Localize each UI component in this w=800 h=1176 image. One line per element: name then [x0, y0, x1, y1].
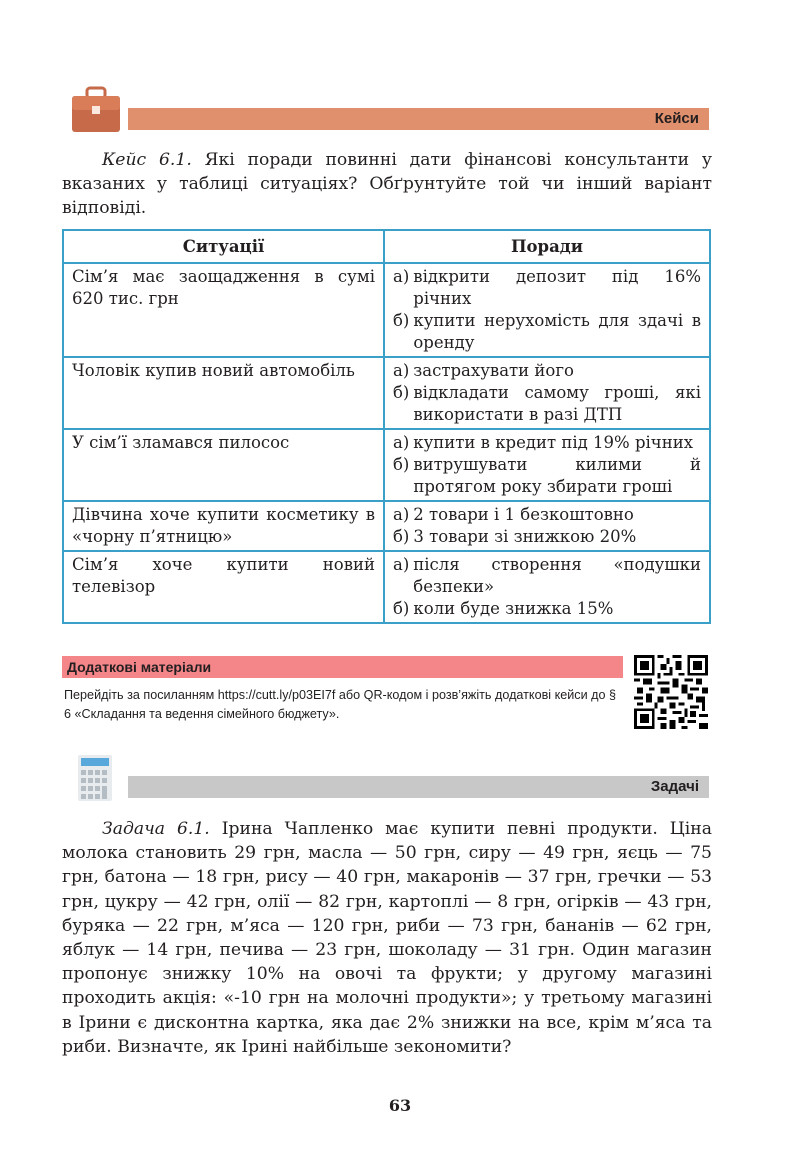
- cases-section-bar: [128, 108, 709, 130]
- advice-cell: [384, 357, 710, 429]
- advice-item: б) коли буде знижка 15%: [393, 599, 614, 618]
- cases-table: [62, 229, 711, 624]
- extra-materials-text: Перейдіть за посиланням https://cutt.ly/p03EI7f або QR-кодом і розв’яжіть додаткові кейси до § 6 «Складання та ведення сімейного бюджету».: [64, 688, 616, 721]
- advice-item: б) витрушувати килими й протягом року збирати гроші: [393, 455, 701, 496]
- table-row: [63, 429, 710, 501]
- situation-cell: У сім’ї зламався пилосос: [63, 429, 384, 501]
- advice-item: а) відкрити депозит під 16% річних: [393, 267, 701, 308]
- advice-cell: [384, 263, 710, 357]
- cases-section-label: Кейси: [654, 110, 699, 127]
- advice-item: б) купити нерухомість для здачі в оренду: [393, 311, 701, 352]
- situation-cell: Сім’я має заощадження в сумі 620 тис. грн: [63, 263, 384, 357]
- advice-cell: [384, 501, 710, 551]
- advice-item: а) після створення «подушки безпеки»: [393, 555, 701, 596]
- page-number: 63: [388, 1096, 412, 1115]
- tasks-section-label: Задачі: [650, 778, 699, 795]
- tasks-section-bar: [128, 776, 709, 798]
- briefcase-icon: [70, 86, 122, 138]
- extra-materials-title: Додаткові матеріали: [62, 656, 623, 678]
- table-row: [63, 263, 710, 357]
- table-row: [63, 357, 710, 429]
- table-header-advice: Поради: [384, 230, 710, 263]
- table-row: [63, 501, 710, 551]
- advice-cell: [384, 551, 710, 623]
- table-row: [63, 551, 710, 623]
- calculator-icon: [78, 755, 112, 805]
- advice-item: б) відкладати самому гроші, які використати в разі ДТП: [393, 383, 701, 424]
- situation-cell: Чоловік купив новий автомобіль: [63, 357, 384, 429]
- case-paragraph: [62, 148, 712, 220]
- qr-code-icon[interactable]: [634, 655, 708, 733]
- situation-cell: Сім’я хоче купити новий телевізор: [63, 551, 384, 623]
- advice-item: а) 2 товари і 1 безкоштовно: [393, 505, 634, 524]
- task-paragraph: [62, 817, 712, 1059]
- advice-item: б) 3 товари зі знижкою 20%: [393, 527, 637, 546]
- table-header-row: [63, 230, 710, 263]
- advice-cell: [384, 429, 710, 501]
- table-header-situations: Ситуації: [63, 230, 384, 263]
- case-text: Які поради повинні дати фінансові консультанти у вказаних у таблиці ситуаціях? Обґрунтуйте той чи інший варіант відповіді.: [62, 150, 713, 218]
- advice-item: а) застрахувати його: [393, 361, 574, 380]
- situation-cell: Дівчина хоче купити косметику в «чорну п’ятницю»: [63, 501, 384, 551]
- task-title: Задача 6.1.: [102, 819, 210, 839]
- task-text: Ірина Чапленко має купити певні продукти. Ціна молока становить 29 грн, масла — 50 грн, сиру — 49 грн, яєць — 75 грн, батона — 18 грн, рису — 40 грн, макаронів — 37 грн, гречки — 53 грн, цукру — 42 грн, олії — 82 грн, картоплі — 8 грн, огірків — 43 грн, буряка — 22 грн, м’яса — 120 грн, риби — 73 грн, бананів — 62 грн, яблук — 14 грн, печива — 23 грн, шоколаду — 31 грн. Один магазин пропонує знижку 10% на овочі та фрукти; у другому магазині проходить акція: «-10 грн на молочні продукти»; у третьому магазині в Ірини є дисконтна картка, яка дає 2% знижки на все, крім м’яса та риби. Визначте, як Ірині найбільше зекономити?: [62, 819, 712, 1057]
- advice-item: а) купити в кредит під 19% річних: [393, 433, 694, 452]
- case-title: Кейс 6.1.: [102, 150, 192, 170]
